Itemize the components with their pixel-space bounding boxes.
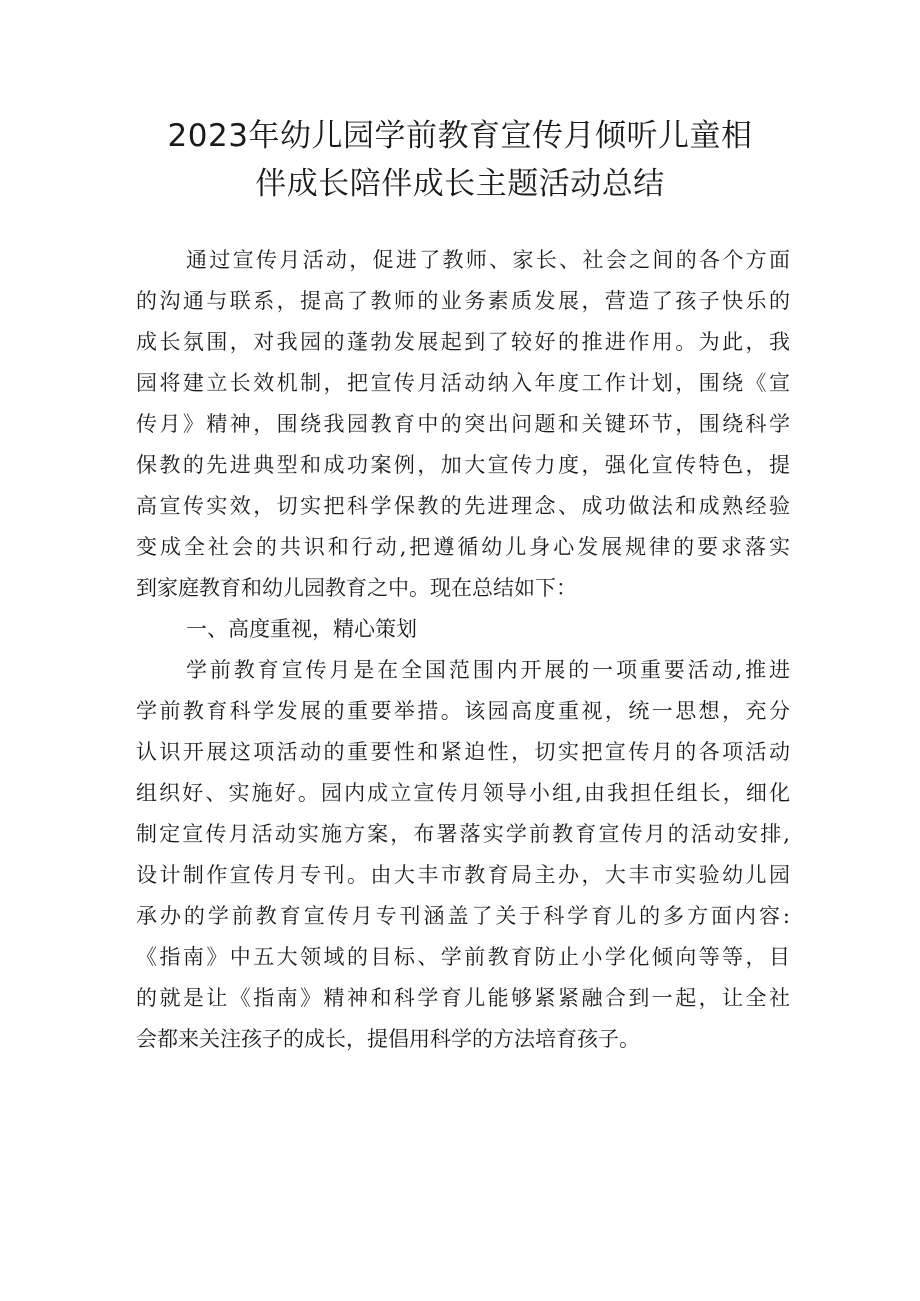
paragraph-2-line: 设计制作宣传月专刊。由大丰市教育局主办，大丰市实验幼儿园: [136, 863, 790, 887]
paragraph-1-line: 传月》精神，围绕我园教育中的突出问题和关键环节，围绕科学: [136, 412, 790, 436]
document-title: [130, 112, 790, 208]
paragraph-2-line: 《指南》中五大领域的目标、学前教育防止小学化倾向等等，目: [136, 945, 790, 969]
paragraph-1-line: 高宣传实效，切实把科学保教的先进理念、成功做法和成熟经验: [136, 494, 790, 518]
paragraph-1-line: 保教的先进典型和成功案例，加大宣传力度，强化宣传特色，提: [136, 453, 790, 477]
paragraph-1-line: 园将建立长效机制，把宣传月活动纳入年度工作计划，围绕《宣: [136, 371, 790, 395]
paragraph-1-line: 变成全社会的共识和行动,把遵循幼儿身心发展规律的要求落实: [136, 535, 790, 559]
paragraph-2-line: 学前教育宣传月是在全国范围内开展的一项重要活动,推进: [186, 658, 790, 682]
paragraph-2-line: 组织好、实施好。园内成立宣传月领导小组,由我担任组长，细化: [136, 781, 790, 805]
paragraph-1-line: 成长氛围，对我园的蓬勃发展起到了较好的推进作用。为此，我: [136, 330, 790, 354]
paragraph-2-line: 制定宣传月活动实施方案，布署落实学前教育宣传月的活动安排,: [136, 822, 790, 846]
paragraph-2-line: 认识开展这项活动的重要性和紧迫性，切实把宣传月的各项活动: [136, 740, 790, 764]
paragraph-1-line: 通过宣传月活动，促进了教师、家长、社会之间的各个方面: [186, 248, 790, 272]
paragraph-1-line: 到家庭教育和幼儿园教育之中。现在总结如下：: [136, 576, 577, 600]
paragraph-2-line: 的就是让《指南》精神和科学育儿能够紧紧融合到一起，让全社: [136, 986, 790, 1010]
paragraph-2-line: 会都来关注孩子的成长，提倡用科学的方法培育孩子。: [136, 1027, 640, 1051]
section-heading-1: 一、高度重视，精心策划: [186, 617, 417, 641]
paragraph-2-line: 承办的学前教育宣传月专刊涵盖了关于科学育儿的多方面内容:: [136, 904, 790, 928]
title-line-2: 伴成长陪伴成长主题活动总结: [255, 166, 665, 202]
title-line-1: 2023年幼儿园学前教育宣传月倾听儿童相: [167, 118, 753, 154]
document-body: [136, 240, 790, 1060]
paragraph-1-line: 的沟通与联系，提高了教师的业务素质发展，营造了孩子快乐的: [136, 289, 790, 313]
paragraph-2-line: 学前教育科学发展的重要举措。该园高度重视，统一思想，充分: [136, 699, 790, 723]
